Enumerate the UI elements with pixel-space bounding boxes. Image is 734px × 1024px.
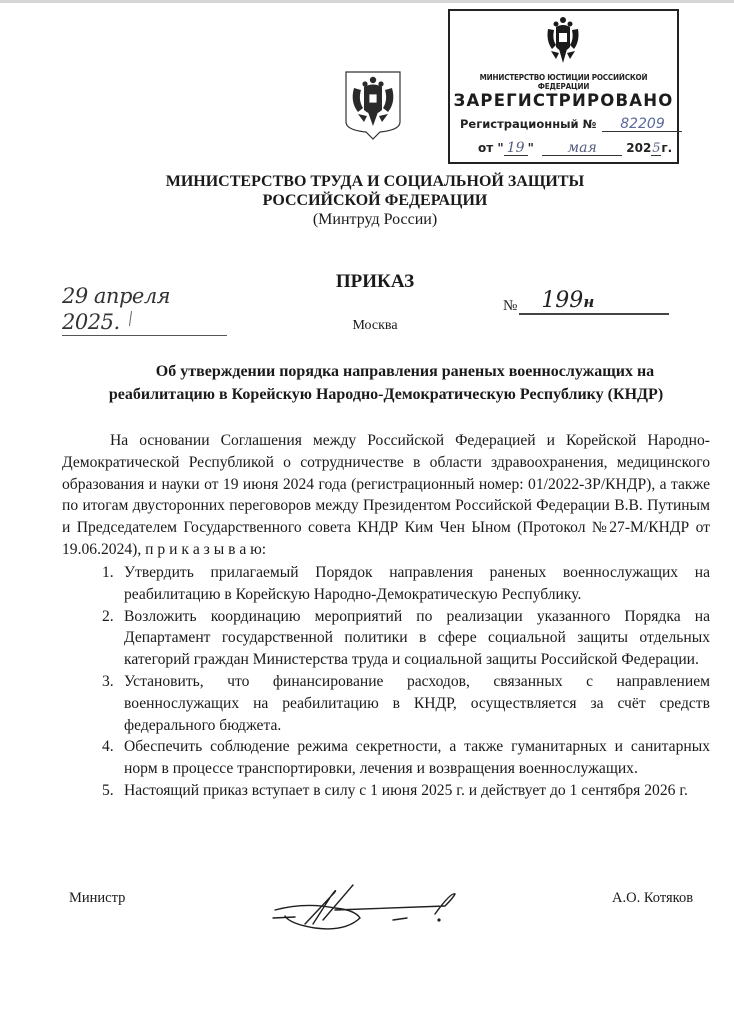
order-item: 3. Установить, что финансирование расходов, связанных с направлением военнослужащих на реабилитацию в КНДР, осуществляется за счёт средств федерального бюджета.: [102, 672, 710, 734]
number-sign: №: [503, 298, 518, 314]
order-number-suffix: н: [583, 293, 595, 311]
registration-stamp: [448, 9, 679, 164]
ministry-name-line2: РОССИЙСКОЙ ФЕДЕРАЦИИ: [262, 192, 488, 209]
stamp-reg-number: 82209: [602, 118, 682, 132]
order-item-text: Настоящий приказ вступает в силу с 1 июня 2025 г. и действует до 1 сентября 2026 г.: [124, 781, 688, 799]
order-item: 4. Обеспечить соблюдение режима секретности, а также гуманитарных и санитарных норм в процессе транспортировки, лечения и возвращения военнослужащих.: [102, 738, 710, 778]
document-title: [62, 360, 710, 406]
order-item-text: Утвердить прилагаемый Порядок направления раненых военнослужащих на реабилитацию в Корейскую Народно-Демократическую Республику.: [124, 564, 710, 603]
stamp-date-prefix: от: [478, 141, 494, 155]
stamp-reg-row: [460, 117, 682, 132]
order-item-text: Возложить координацию мероприятий по реализации указанного Порядка на Департамент государственной политики в сфере социальной защиты отдельных категорий граждан Министерства труда и социальной защиты Российской Федерации.: [124, 607, 710, 669]
order-item-text: Обеспечить соблюдение режима секретности, а также гуманитарных и санитарных норм в процессе транспортировки, лечения и возвращения военнослужащих.: [124, 738, 710, 778]
order-item-text: Установить, что финансирование расходов, связанных с направлением военнослужащих на реабилитацию в КНДР, осуществляется за счёт средств федерального бюджета.: [124, 672, 710, 734]
ministry-name: [0, 172, 734, 210]
coat-of-arms-icon: [344, 70, 402, 140]
order-number: [503, 290, 669, 315]
handwritten-signature-icon: [265, 880, 465, 935]
order-item: 5. Настоящий приказ вступает в силу с 1 июня 2025 г. и действует до 1 сентября 2026 г.: [102, 781, 688, 799]
stamp-reg-label: Регистрационный №: [460, 117, 597, 131]
order-date-handwritten: 29 апреля 2025.: [62, 283, 227, 336]
order-item: 1. Утвердить прилагаемый Порядок направления раненых военнослужащих на реабилитацию в Корейскую Народно-Демократическую Республику.: [102, 564, 710, 603]
stamp-year-suffix: 5: [652, 141, 661, 156]
order-items-list: [102, 562, 710, 802]
stamp-day: 19: [504, 142, 528, 156]
stamp-status: ЗАРЕГИСТРИРОВАНО: [453, 91, 674, 110]
order-number-field: [519, 290, 669, 315]
signatory-name: А.О. Котяков: [612, 890, 694, 906]
order-city: Москва: [352, 318, 398, 333]
coat-of-arms-icon: [542, 15, 584, 65]
order-type: ПРИКАЗ: [335, 271, 415, 292]
signatory-role: Министр: [69, 890, 126, 906]
ministry-short-name: (Минтруд России): [312, 211, 438, 228]
stamp-year-end: г.: [661, 141, 673, 155]
stamp-ministry: МИНИСТЕРСТВО ЮСТИЦИИ РОССИЙСКОЙ ФЕДЕРАЦИИ: [479, 73, 648, 91]
top-border: [0, 0, 734, 3]
document-title-line2: реабилитацию в Корейскую Народно-Демократическую Республику (КНДР): [108, 386, 664, 403]
order-item: 2. Возложить координацию мероприятий по реализации указанного Порядка на Департамент государственной политики в сфере социальной защиты отдельных категорий граждан Министерства труда и социальной защиты Российской Федерации.: [102, 607, 710, 669]
stamp-month: мая: [542, 142, 622, 156]
ministry-name-line1: МИНИСТЕРСТВО ТРУДА И СОЦИАЛЬНОЙ ЗАЩИТЫ: [165, 173, 585, 190]
stamp-year-prefix: 202: [626, 141, 652, 155]
order-number-value: 199: [541, 288, 584, 313]
document-title-line1: Об утверждении порядка направления раненых военнослужащих на: [155, 363, 655, 380]
stamp-date-row: от " 19 " мая 2025г.: [478, 140, 673, 156]
preamble-paragraph: На основании Соглашения между Российской Федерацией и Корейской Народно-Демократической Республикой о сотрудничестве в области здравоохранения, медицинского образования и науки от 19 июня 2024 года (регистрационный номер: 01/2022-ЗР/КНДР), а также по итогам двусторонних переговоров между Президентом Российской Федерации В.В. Путиным и Председателем Государственного совета КНДР Ким Чен Ыном (Протокол №27-М/КНДР от 19.06.2024), п р и к а з ы в а ю:: [62, 432, 710, 558]
